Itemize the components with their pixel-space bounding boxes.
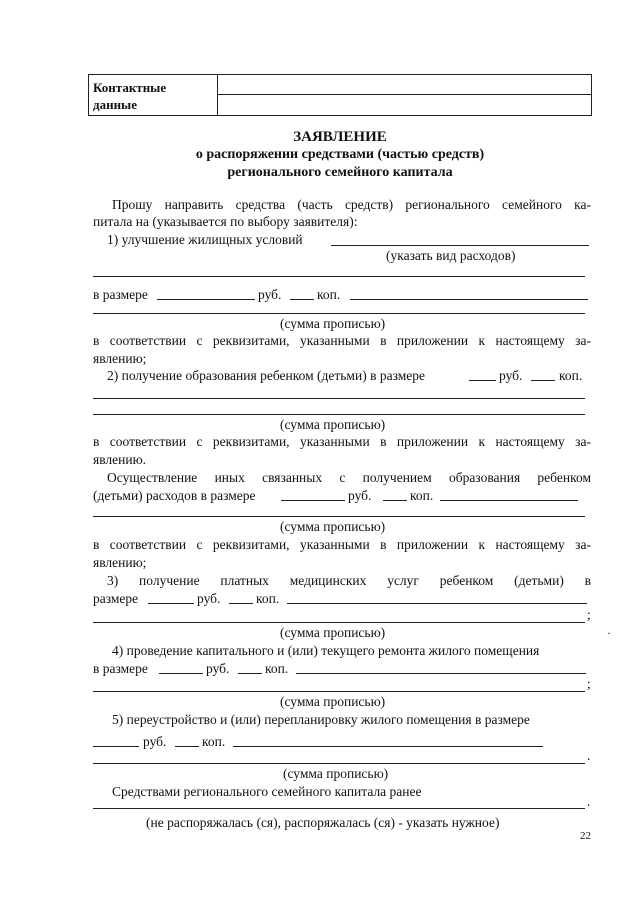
item1-kop: коп. bbox=[317, 287, 341, 302]
item2-req-2: явлению. bbox=[93, 452, 147, 467]
item2-rub: руб. bbox=[499, 368, 523, 383]
page-number: 22 bbox=[580, 830, 591, 842]
item2-other-kop-field[interactable] bbox=[383, 500, 407, 501]
contact-table bbox=[88, 74, 592, 116]
item5-sum-field[interactable] bbox=[233, 746, 543, 747]
item2-kop-field[interactable] bbox=[531, 380, 555, 381]
scan-speck: · bbox=[607, 626, 611, 640]
item3-sum-field-2[interactable] bbox=[93, 622, 585, 623]
item4-kop: коп. bbox=[265, 661, 289, 676]
item5-text: 5) переустройство и (или) перепланировку жилого помещения в размере bbox=[112, 712, 530, 727]
item1-req-2: явлению; bbox=[93, 351, 147, 366]
item1-expense-field[interactable] bbox=[331, 245, 589, 246]
intro-line-2: питала на (указывается по выбору заявителя): bbox=[93, 214, 358, 229]
item4-sum-field[interactable] bbox=[296, 673, 586, 674]
item3-kop-field[interactable] bbox=[229, 603, 253, 604]
contact-value-field[interactable] bbox=[218, 75, 592, 116]
item1-sum-field[interactable] bbox=[350, 299, 588, 300]
item4-rub: руб. bbox=[206, 661, 230, 676]
item2-kop: коп. bbox=[559, 368, 583, 383]
item1-req-1: в соответствии с реквизитами, указанными в приложении к настоящему за- bbox=[93, 333, 591, 348]
item2-req-4: явлению; bbox=[93, 555, 147, 570]
item4-size-prefix: в размере bbox=[93, 661, 148, 676]
item3-sum-caption: (сумма прописью) bbox=[280, 625, 386, 640]
form-subtitle-2: регионального семейного капитала bbox=[227, 165, 453, 180]
item1-expense-field-2[interactable] bbox=[93, 276, 585, 277]
item2-other-kop: коп. bbox=[410, 488, 434, 503]
item2-other-2: (детьми) расходов в размере bbox=[93, 488, 256, 503]
item4-kop-field[interactable] bbox=[238, 673, 262, 674]
item4-text: 4) проведение капитального и (или) текущего ремонта жилого помещения bbox=[112, 643, 540, 658]
contact-label: Контактные данные bbox=[89, 75, 218, 116]
intro-line-1: Прошу направить средства (часть средств) регионального семейного ка- bbox=[112, 197, 591, 212]
item4-sum-caption: (сумма прописью) bbox=[280, 694, 386, 709]
prior-text: Средствами регионального семейного капитала ранее bbox=[112, 784, 422, 799]
item4-rub-field[interactable] bbox=[159, 673, 203, 674]
form-subtitle-1: о распоряжении средствами (частью средств) bbox=[195, 147, 485, 162]
item1-rub: руб. bbox=[258, 287, 282, 302]
item5-dot: . bbox=[587, 748, 591, 763]
item2-other-1: Осуществление иных связанных с получением образования ребенком bbox=[107, 470, 591, 485]
item2-req-3: в соответствии с реквизитами, указанными в приложении к настоящему за- bbox=[93, 537, 591, 552]
prior-dot: . bbox=[587, 794, 591, 809]
item2-other-sum-field-2[interactable] bbox=[93, 516, 585, 517]
item5-kop: коп. bbox=[202, 734, 226, 749]
item5-rub: руб. bbox=[143, 734, 167, 749]
item2-sum-field-1[interactable] bbox=[93, 398, 585, 399]
item1-kop-field[interactable] bbox=[290, 299, 314, 300]
item2-sum-caption-2: (сумма прописью) bbox=[280, 519, 386, 534]
item3-kop: коп. bbox=[256, 591, 280, 606]
item2-text: 2) получение образования ребенком (детьми) в размере bbox=[107, 368, 425, 383]
item3-rub-field[interactable] bbox=[148, 603, 194, 604]
item5-kop-field[interactable] bbox=[175, 746, 199, 747]
item1-caption: (указать вид расходов) bbox=[386, 248, 516, 263]
item3-sum-field[interactable] bbox=[287, 603, 587, 604]
item3-rub: руб. bbox=[197, 591, 221, 606]
item2-other-rub-field[interactable] bbox=[281, 500, 345, 501]
item2-sum-caption: (сумма прописью) bbox=[280, 417, 386, 432]
item2-sum-field-2[interactable] bbox=[93, 414, 585, 415]
prior-caption: (не распоряжалась (ся), распоряжалась (ся) - указать нужное) bbox=[146, 815, 500, 830]
item1-rub-field[interactable] bbox=[157, 299, 255, 300]
item5-sum-field-2[interactable] bbox=[93, 763, 585, 764]
prior-field[interactable] bbox=[93, 808, 585, 809]
item5-sum-caption: (сумма прописью) bbox=[283, 766, 389, 781]
item1-size-prefix: в размере bbox=[93, 287, 148, 302]
item2-other-sum-field[interactable] bbox=[440, 500, 578, 501]
item3-semicolon: ; bbox=[587, 607, 591, 622]
item4-semicolon: ; bbox=[587, 676, 591, 691]
item2-other-rub: руб. bbox=[348, 488, 372, 503]
item2-req-1: в соответствии с реквизитами, указанными в приложении к настоящему за- bbox=[93, 434, 591, 449]
item1-sum-field-2[interactable] bbox=[93, 313, 585, 314]
form-title: ЗАЯВЛЕНИЕ bbox=[293, 129, 387, 145]
item2-rub-field[interactable] bbox=[469, 380, 496, 381]
item4-sum-field-2[interactable] bbox=[93, 691, 585, 692]
item5-rub-field[interactable] bbox=[93, 746, 139, 747]
item1-sum-caption: (сумма прописью) bbox=[280, 316, 386, 331]
item3-size-prefix: размере bbox=[93, 591, 139, 606]
item3-text: 3) получение платных медицинских услуг ребенком (детьми) в bbox=[107, 573, 591, 588]
item1-text: 1) улучшение жилищных условий bbox=[107, 232, 303, 247]
